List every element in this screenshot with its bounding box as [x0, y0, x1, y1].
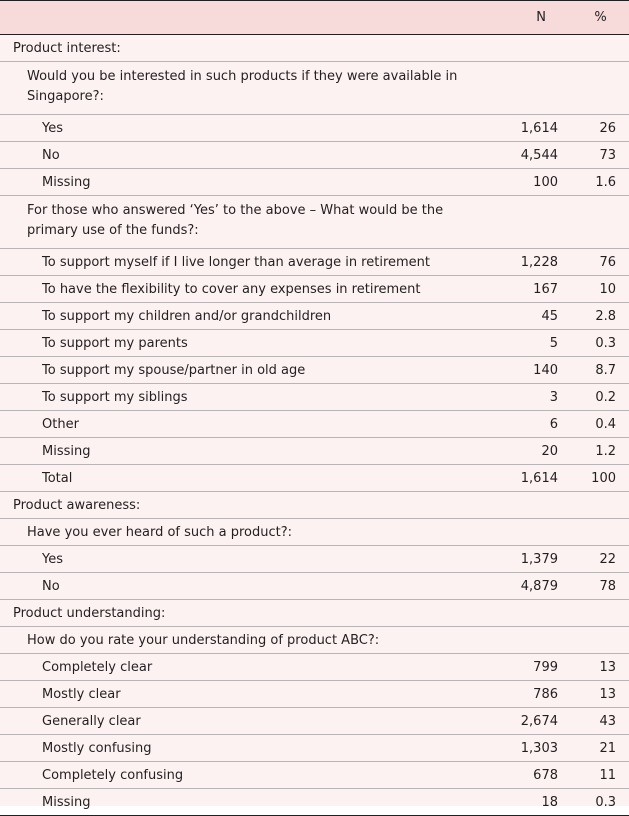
count-cell: 5 — [478, 330, 562, 357]
count-cell — [478, 519, 562, 546]
row-label-text: Mostly clear — [42, 686, 121, 702]
table-row — [0, 708, 629, 735]
count-cell: 6 — [478, 411, 562, 438]
count-cell: 1,303 — [478, 735, 562, 762]
answer-label — [0, 762, 478, 789]
table-row — [0, 276, 629, 303]
row-label-text: For those who answered ‘Yes’ to the above – What would be the primary use of the funds?: — [27, 203, 444, 238]
header-label-cell — [0, 1, 478, 35]
row-label-text: Missing — [42, 794, 91, 810]
table-row — [0, 789, 629, 816]
percent-cell: 0.2 — [562, 384, 629, 411]
row-label-text: Have you ever heard of such a product?: — [27, 524, 293, 540]
table-row — [0, 303, 629, 330]
answer-label — [0, 142, 478, 169]
count-cell: 45 — [478, 303, 562, 330]
row-label-text: To support my spouse/partner in old age — [42, 362, 306, 378]
table-row — [0, 573, 629, 600]
percent-cell: 0.3 — [562, 330, 629, 357]
row-label-text: Missing — [42, 443, 91, 459]
answer-label — [0, 735, 478, 762]
row-label-text: Mostly confusing — [42, 740, 152, 756]
percent-cell: 22 — [562, 546, 629, 573]
percent-cell: 10 — [562, 276, 629, 303]
section-heading — [0, 492, 478, 519]
percent-cell — [562, 62, 629, 115]
count-cell: 4,879 — [478, 573, 562, 600]
percent-cell: 2.8 — [562, 303, 629, 330]
table-row — [0, 438, 629, 465]
row-label-text: Generally clear — [42, 713, 141, 729]
count-cell: 1,228 — [478, 249, 562, 276]
row-label-text: Product understanding: — [13, 605, 166, 621]
count-cell: 1,614 — [478, 115, 562, 142]
answer-label — [0, 115, 478, 142]
percent-cell: 21 — [562, 735, 629, 762]
percent-cell: 100 — [562, 465, 629, 492]
table-row — [0, 762, 629, 789]
count-cell — [478, 35, 562, 62]
answer-label — [0, 654, 478, 681]
answer-label — [0, 438, 478, 465]
count-cell — [478, 600, 562, 627]
row-label-text: Other — [42, 416, 79, 432]
section-heading — [0, 600, 478, 627]
table-row — [0, 627, 629, 654]
answer-label — [0, 708, 478, 735]
row-label-text: To support my parents — [42, 335, 188, 351]
answer-label — [0, 573, 478, 600]
table-row — [0, 249, 629, 276]
answer-label — [0, 357, 478, 384]
count-cell: 20 — [478, 438, 562, 465]
row-label-text: To support my siblings — [42, 389, 188, 405]
percent-cell: 26 — [562, 115, 629, 142]
answer-label — [0, 681, 478, 708]
percent-cell: 43 — [562, 708, 629, 735]
count-cell: 167 — [478, 276, 562, 303]
row-label-text: Would you be interested in such products if they were available in Singapore?: — [27, 69, 458, 104]
percent-cell: 73 — [562, 142, 629, 169]
answer-label — [0, 330, 478, 357]
question-label — [0, 196, 478, 249]
count-cell — [478, 492, 562, 519]
count-cell: 3 — [478, 384, 562, 411]
percent-cell: 0.4 — [562, 411, 629, 438]
table-row — [0, 35, 629, 62]
count-cell — [478, 196, 562, 249]
percent-cell: 8.7 — [562, 357, 629, 384]
percent-cell: 11 — [562, 762, 629, 789]
count-cell: 2,674 — [478, 708, 562, 735]
row-label-text: Yes — [42, 551, 63, 567]
percent-cell — [562, 519, 629, 546]
count-cell: 1,614 — [478, 465, 562, 492]
table-row — [0, 62, 629, 115]
percent-cell: 1.2 — [562, 438, 629, 465]
percent-cell: 0.3 — [562, 789, 629, 816]
table-header-row — [0, 1, 629, 35]
percent-cell — [562, 196, 629, 249]
table-row — [0, 546, 629, 573]
answer-label — [0, 465, 478, 492]
percent-cell: 1.6 — [562, 169, 629, 196]
count-cell: 100 — [478, 169, 562, 196]
count-cell: 140 — [478, 357, 562, 384]
percent-cell: 13 — [562, 654, 629, 681]
question-label — [0, 627, 478, 654]
table-row — [0, 735, 629, 762]
answer-label — [0, 169, 478, 196]
percent-cell: 76 — [562, 249, 629, 276]
answer-label — [0, 384, 478, 411]
table-body — [0, 35, 629, 816]
row-label-text: To support my children and/or grandchildren — [42, 308, 332, 324]
row-label-text: Product interest: — [13, 40, 121, 56]
row-label-text: Completely clear — [42, 659, 153, 675]
percent-cell — [562, 627, 629, 654]
table-row — [0, 196, 629, 249]
row-label-text: To support myself if I live longer than average in retirement — [42, 254, 431, 270]
answer-label — [0, 303, 478, 330]
table-row — [0, 115, 629, 142]
percent-cell — [562, 492, 629, 519]
answer-label — [0, 276, 478, 303]
percent-cell — [562, 35, 629, 62]
answer-label — [0, 789, 478, 816]
row-label-text: Product awareness: — [13, 497, 141, 513]
table-row — [0, 357, 629, 384]
row-label-text: No — [42, 147, 60, 163]
percent-cell — [562, 600, 629, 627]
table-row — [0, 330, 629, 357]
question-label — [0, 62, 478, 115]
row-label-text: How do you rate your understanding of product ABC?: — [27, 632, 380, 648]
count-cell: 678 — [478, 762, 562, 789]
row-label-text: Missing — [42, 174, 91, 190]
answer-label — [0, 249, 478, 276]
count-cell: 786 — [478, 681, 562, 708]
table-row — [0, 411, 629, 438]
count-cell: 799 — [478, 654, 562, 681]
count-cell: 18 — [478, 789, 562, 816]
percent-cell: 13 — [562, 681, 629, 708]
count-cell — [478, 62, 562, 115]
section-heading — [0, 35, 478, 62]
table-row — [0, 681, 629, 708]
answer-label — [0, 546, 478, 573]
header-pct: % — [562, 1, 629, 35]
table-row — [0, 465, 629, 492]
table-row — [0, 600, 629, 627]
row-label-text: Total — [42, 470, 73, 486]
table-row — [0, 169, 629, 196]
header-n: N — [478, 1, 562, 35]
row-label-text: No — [42, 578, 60, 594]
table-row — [0, 519, 629, 546]
count-cell: 4,544 — [478, 142, 562, 169]
table-row — [0, 492, 629, 519]
count-cell: 1,379 — [478, 546, 562, 573]
count-cell — [478, 627, 562, 654]
question-label — [0, 519, 478, 546]
row-label-text: Yes — [42, 120, 63, 136]
table-row — [0, 142, 629, 169]
answer-label — [0, 411, 478, 438]
table-row — [0, 654, 629, 681]
percent-cell: 78 — [562, 573, 629, 600]
row-label-text: Completely confusing — [42, 767, 184, 783]
table-row — [0, 384, 629, 411]
row-label-text: To have the flexibility to cover any expenses in retirement — [42, 281, 421, 297]
